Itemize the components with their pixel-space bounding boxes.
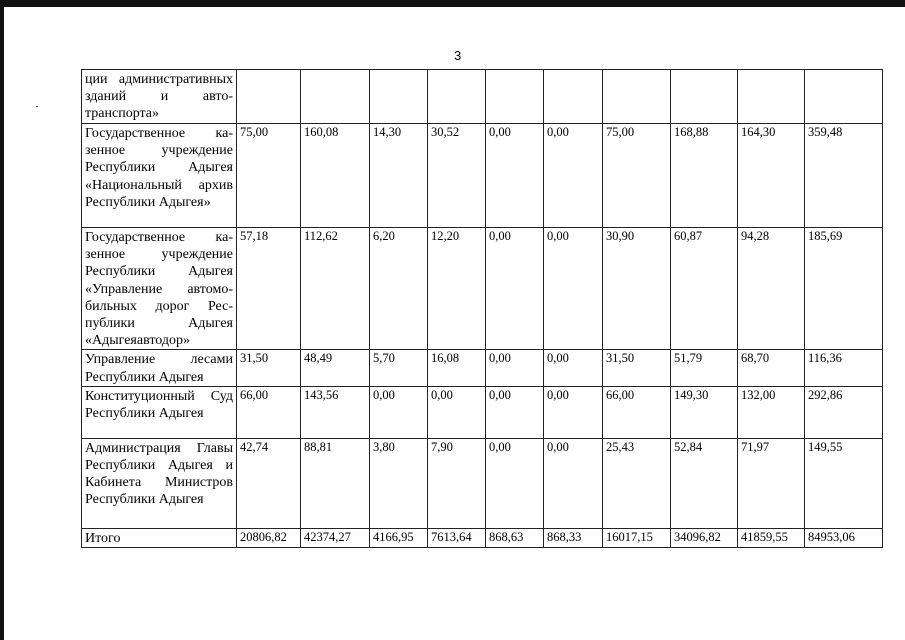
value-cell: 94,28 bbox=[738, 228, 805, 350]
value-cell: 66,00 bbox=[237, 386, 301, 438]
value-cell bbox=[486, 70, 544, 124]
table-row bbox=[82, 124, 883, 228]
value-cell: 52,84 bbox=[671, 438, 738, 528]
value-cell bbox=[603, 70, 671, 124]
value-cell: 57,18 bbox=[237, 228, 301, 350]
value-cell: 185,69 bbox=[805, 228, 883, 350]
value-cell bbox=[237, 70, 301, 124]
value-cell: 0,00 bbox=[486, 386, 544, 438]
scan-left-border bbox=[0, 0, 4, 640]
value-cell: 112,62 bbox=[301, 228, 370, 350]
budget-table bbox=[81, 69, 883, 548]
total-value-cell: 7613,64 bbox=[428, 528, 486, 547]
value-cell bbox=[805, 70, 883, 124]
value-cell: 25,43 bbox=[603, 438, 671, 528]
total-value-cell: 20806,82 bbox=[237, 528, 301, 547]
value-cell: 42,74 bbox=[237, 438, 301, 528]
org-name-cell: Конституционный Суд Республики Адыгея bbox=[82, 386, 237, 438]
value-cell: 0,00 bbox=[544, 350, 603, 386]
total-value-cell: 16017,15 bbox=[603, 528, 671, 547]
value-cell: 0,00 bbox=[544, 438, 603, 528]
total-value-cell: 4166,95 bbox=[370, 528, 428, 547]
value-cell: 88,81 bbox=[301, 438, 370, 528]
total-value-cell: 42374,27 bbox=[301, 528, 370, 547]
value-cell: 75,00 bbox=[603, 124, 671, 228]
value-cell: 143,56 bbox=[301, 386, 370, 438]
value-cell: 48,49 bbox=[301, 350, 370, 386]
value-cell: 292,86 bbox=[805, 386, 883, 438]
value-cell: 0,00 bbox=[486, 228, 544, 350]
value-cell bbox=[671, 70, 738, 124]
value-cell: 0,00 bbox=[370, 386, 428, 438]
value-cell: 149,55 bbox=[805, 438, 883, 528]
value-cell: 0,00 bbox=[544, 228, 603, 350]
value-cell: 3,80 bbox=[370, 438, 428, 528]
value-cell: 359,48 bbox=[805, 124, 883, 228]
table-body bbox=[82, 70, 883, 548]
value-cell: 160,08 bbox=[301, 124, 370, 228]
value-cell: 75,00 bbox=[237, 124, 301, 228]
value-cell: 132,00 bbox=[738, 386, 805, 438]
org-name-cell: Управление лесами Республики Адыгея bbox=[82, 350, 237, 386]
value-cell: 149,30 bbox=[671, 386, 738, 438]
value-cell bbox=[544, 70, 603, 124]
org-name-cell: Администрация Главы Республики Адыгея и Кабинета Министров Республики Адыгея bbox=[82, 438, 237, 528]
scan-speck bbox=[36, 106, 38, 107]
table-row bbox=[82, 350, 883, 386]
value-cell: 0,00 bbox=[486, 350, 544, 386]
value-cell: 30,90 bbox=[603, 228, 671, 350]
value-cell: 7,90 bbox=[428, 438, 486, 528]
table-row bbox=[82, 70, 883, 124]
value-cell: 68,70 bbox=[738, 350, 805, 386]
value-cell: 0,00 bbox=[428, 386, 486, 438]
value-cell: 0,00 bbox=[544, 386, 603, 438]
value-cell bbox=[370, 70, 428, 124]
value-cell: 51,79 bbox=[671, 350, 738, 386]
value-cell: 0,00 bbox=[486, 124, 544, 228]
total-value-cell: 84953,06 bbox=[805, 528, 883, 547]
total-label: Итого bbox=[82, 528, 237, 547]
value-cell: 66,00 bbox=[603, 386, 671, 438]
value-cell: 30,52 bbox=[428, 124, 486, 228]
value-cell: 5,70 bbox=[370, 350, 428, 386]
value-cell: 0,00 bbox=[486, 438, 544, 528]
value-cell: 71,97 bbox=[738, 438, 805, 528]
total-row bbox=[82, 528, 883, 547]
value-cell: 31,50 bbox=[603, 350, 671, 386]
value-cell: 14,30 bbox=[370, 124, 428, 228]
value-cell: 16,08 bbox=[428, 350, 486, 386]
total-value-cell: 868,63 bbox=[486, 528, 544, 547]
page-number: 3 bbox=[454, 48, 462, 63]
value-cell: 168,88 bbox=[671, 124, 738, 228]
value-cell bbox=[428, 70, 486, 124]
scan-top-border bbox=[0, 0, 905, 7]
total-value-cell: 868,33 bbox=[544, 528, 603, 547]
org-name-cell: ции административных зданий и автотранспорта» bbox=[82, 70, 237, 124]
total-value-cell: 41859,55 bbox=[738, 528, 805, 547]
value-cell: 164,30 bbox=[738, 124, 805, 228]
org-name-cell: Государственное казенное учреждение Республики Адыгея «Национальный архив Республики Адыгея» bbox=[82, 124, 237, 228]
table-row bbox=[82, 228, 883, 350]
value-cell bbox=[301, 70, 370, 124]
value-cell: 116,36 bbox=[805, 350, 883, 386]
value-cell: 60,87 bbox=[671, 228, 738, 350]
total-value-cell: 34096,82 bbox=[671, 528, 738, 547]
table-row bbox=[82, 386, 883, 438]
value-cell: 12,20 bbox=[428, 228, 486, 350]
value-cell: 0,00 bbox=[544, 124, 603, 228]
value-cell bbox=[738, 70, 805, 124]
table-row bbox=[82, 438, 883, 528]
value-cell: 31,50 bbox=[237, 350, 301, 386]
org-name-cell: Государственное казенное учреждение Республики Адыгея «Управление автомобильных дорог Республики Адыгея «Адыгеяавтодор» bbox=[82, 228, 237, 350]
value-cell: 6,20 bbox=[370, 228, 428, 350]
